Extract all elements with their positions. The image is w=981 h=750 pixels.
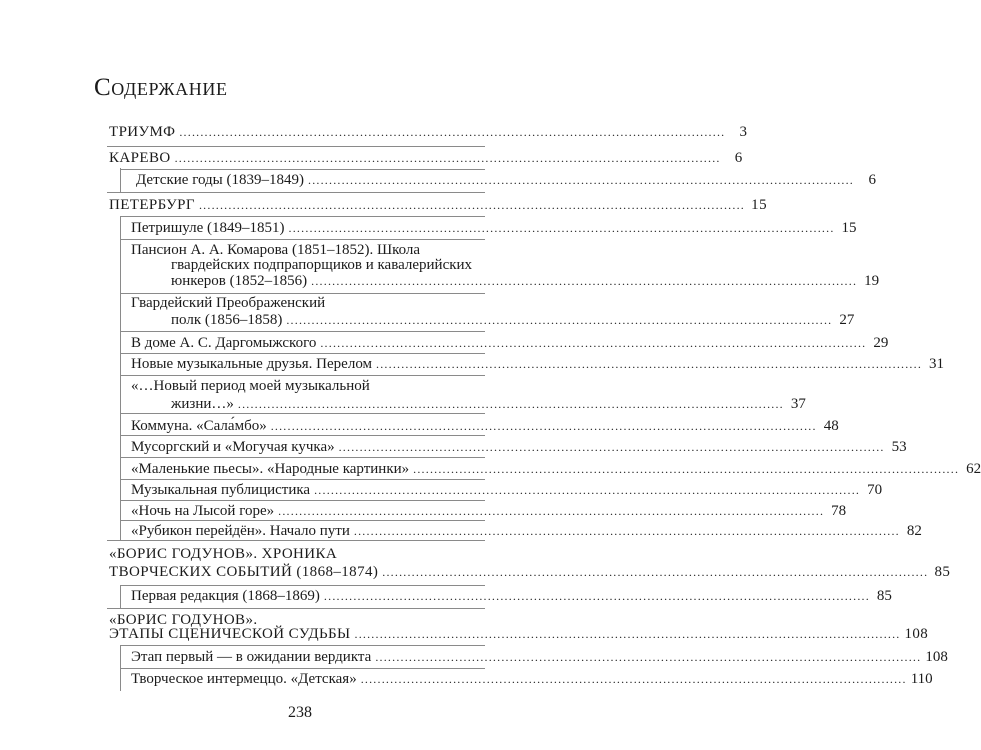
entry-title-line: «…Новый период моей музыкальной <box>131 378 370 394</box>
entry-page: 15 <box>751 197 767 213</box>
separator <box>120 375 485 376</box>
leader-dots: .................................................................................................................................. <box>320 336 867 350</box>
toc-entry-etap[interactable] <box>131 648 948 667</box>
toc-entry-detskie[interactable] <box>136 171 876 190</box>
entry-title: Новые музыкальные друзья. Перелом <box>131 356 373 372</box>
toc-entry-boris-chronicle[interactable] <box>109 563 951 582</box>
entry-page: 82 <box>906 523 922 539</box>
separator <box>120 479 485 480</box>
leader-dots: .................................................................................................................................. <box>413 462 960 476</box>
separator <box>120 216 485 217</box>
toc-entry-polk[interactable] <box>171 311 855 330</box>
separator <box>120 585 485 586</box>
leader-dots: .................................................................................................................................. <box>288 221 835 235</box>
toc-entry-dargomyzhsky[interactable] <box>131 334 889 353</box>
separator <box>107 146 485 147</box>
toc-entry-pansion[interactable] <box>171 272 880 291</box>
leader-dots: .................................................................................................................................. <box>286 313 833 327</box>
separator <box>107 192 485 193</box>
toc-entry-kommuna[interactable] <box>131 417 839 436</box>
toc-entry-boris-stages[interactable] <box>109 625 929 644</box>
entry-title: Этап первый — в ожидании вердикта <box>131 649 372 665</box>
entry-page: 78 <box>831 503 847 519</box>
entry-page: 6 <box>868 172 876 188</box>
separator <box>120 668 485 669</box>
page-number: 238 <box>288 704 312 721</box>
leader-dots: .................................................................................................................................. <box>278 504 825 518</box>
entry-title-line: Пансион А. А. Комарова (1851–1852). Школа <box>131 242 421 258</box>
separator <box>120 353 485 354</box>
leader-dots: .................................................................................................................................. <box>198 198 745 212</box>
toc-entry-petrishule[interactable] <box>131 219 857 238</box>
separator <box>120 239 485 240</box>
leader-dots: .................................................................................................................................. <box>237 397 784 411</box>
entry-title: ЭТАПЫ СЦЕНИЧЕСКОЙ СУДЬБЫ <box>109 626 351 642</box>
entry-title: Музыкальная публицистика <box>131 482 311 498</box>
toc-entry-intermecco[interactable] <box>131 670 933 689</box>
entry-title: Детские годы (1839–1849) <box>136 172 304 188</box>
entry-title: Творческое интермеццо. «Детская» <box>131 671 357 687</box>
entry-title: «Рубикон перейдён». Начало пути <box>131 523 350 539</box>
toc-entry-triumf[interactable] <box>109 123 748 142</box>
leader-dots: .................................................................................................................................. <box>338 440 885 454</box>
entry-title: жизни…» <box>171 396 234 412</box>
toc-entry-karevo[interactable] <box>109 149 743 168</box>
leader-dots: .................................................................................................................................. <box>308 173 854 187</box>
entry-page: 53 <box>891 439 907 455</box>
entry-title: ТРИУМФ <box>109 124 176 140</box>
leader-dots: .................................................................................................................................. <box>323 589 870 603</box>
entry-title: Первая редакция (1868–1869) <box>131 588 320 604</box>
entry-page: 15 <box>841 220 857 236</box>
entry-page: 19 <box>864 273 880 289</box>
toc-entry-rubikon[interactable] <box>131 522 922 541</box>
page-title: Содержание <box>94 74 228 101</box>
entry-title: Мусоргский и «Могучая кучка» <box>131 439 335 455</box>
entry-page: 108 <box>925 649 948 665</box>
entry-title-line: «БОРИС ГОДУНОВ». <box>109 612 258 628</box>
entry-title: Петришуле (1849–1851) <box>131 220 285 236</box>
separator <box>120 457 485 458</box>
entry-title: ТВОРЧЕСКИХ СОБЫТИЙ (1868–1874) <box>109 564 379 580</box>
entry-page: 31 <box>929 356 945 372</box>
separator <box>120 645 485 646</box>
entry-title-line: гвардейских подпрапорщиков и кавалерийских <box>171 257 473 273</box>
entry-title: «Маленькие пьесы». «Народные картинки» <box>131 461 410 477</box>
toc-entry-druzya[interactable] <box>131 355 945 374</box>
toc-entry-pervaya[interactable] <box>131 587 892 606</box>
entry-title: Коммуна. «Сала́мбо» <box>131 418 267 434</box>
leader-dots: .................................................................................................................................. <box>360 672 907 686</box>
leader-dots: .................................................................................................................................. <box>376 357 923 371</box>
entry-title: В доме А. С. Даргомыжского <box>131 335 317 351</box>
leader-dots: .................................................................................................................................. <box>311 274 858 288</box>
entry-page: 108 <box>904 626 929 642</box>
entry-title: ПЕТЕРБУРГ <box>109 197 195 213</box>
leader-dots: .................................................................................................................................. <box>375 650 922 664</box>
leader-dots: .................................................................................................................................. <box>174 151 721 165</box>
entry-title: полк (1856–1858) <box>171 312 283 328</box>
entry-page: 6 <box>734 150 743 166</box>
leader-dots: .................................................................................................................................. <box>354 627 901 641</box>
toc-entry-pesy[interactable] <box>131 460 981 479</box>
entry-title: юнкеров (1852–1856) <box>171 273 308 289</box>
toc-entry-publicistika[interactable] <box>131 481 883 500</box>
separator <box>120 500 485 501</box>
toc-entry-noch[interactable] <box>131 502 847 521</box>
separator <box>107 608 485 609</box>
entry-page: 85 <box>876 588 892 604</box>
separator <box>120 331 485 332</box>
indent-rule <box>120 216 121 540</box>
entry-page: 62 <box>966 461 981 477</box>
leader-dots: .................................................................................................................................. <box>382 565 929 579</box>
entry-page: 48 <box>823 418 839 434</box>
entry-title: «Ночь на Лысой горе» <box>131 503 275 519</box>
entry-page: 85 <box>934 564 951 580</box>
entry-title: КАРЕВО <box>109 150 171 166</box>
leader-dots: .................................................................................................................................. <box>270 419 817 433</box>
separator <box>120 169 485 170</box>
toc-entry-peterburg[interactable] <box>109 196 767 215</box>
entry-page: 27 <box>839 312 855 328</box>
entry-page: 110 <box>910 671 933 687</box>
leader-dots: .................................................................................................................................. <box>179 125 726 139</box>
leader-dots: .................................................................................................................................. <box>314 483 861 497</box>
entry-page: 3 <box>739 124 748 140</box>
toc-entry-kuchka[interactable] <box>131 438 907 457</box>
indent-rule <box>120 585 121 608</box>
entry-page: 29 <box>873 335 889 351</box>
entry-page: 37 <box>790 396 806 412</box>
toc-entry-period[interactable] <box>171 395 806 414</box>
leader-dots: .................................................................................................................................. <box>353 524 900 538</box>
indent-rule <box>120 168 121 192</box>
entry-page: 70 <box>867 482 883 498</box>
entry-title-line: «БОРИС ГОДУНОВ». ХРОНИКА <box>109 546 338 562</box>
entry-title-line: Гвардейский Преображенский <box>131 295 326 311</box>
